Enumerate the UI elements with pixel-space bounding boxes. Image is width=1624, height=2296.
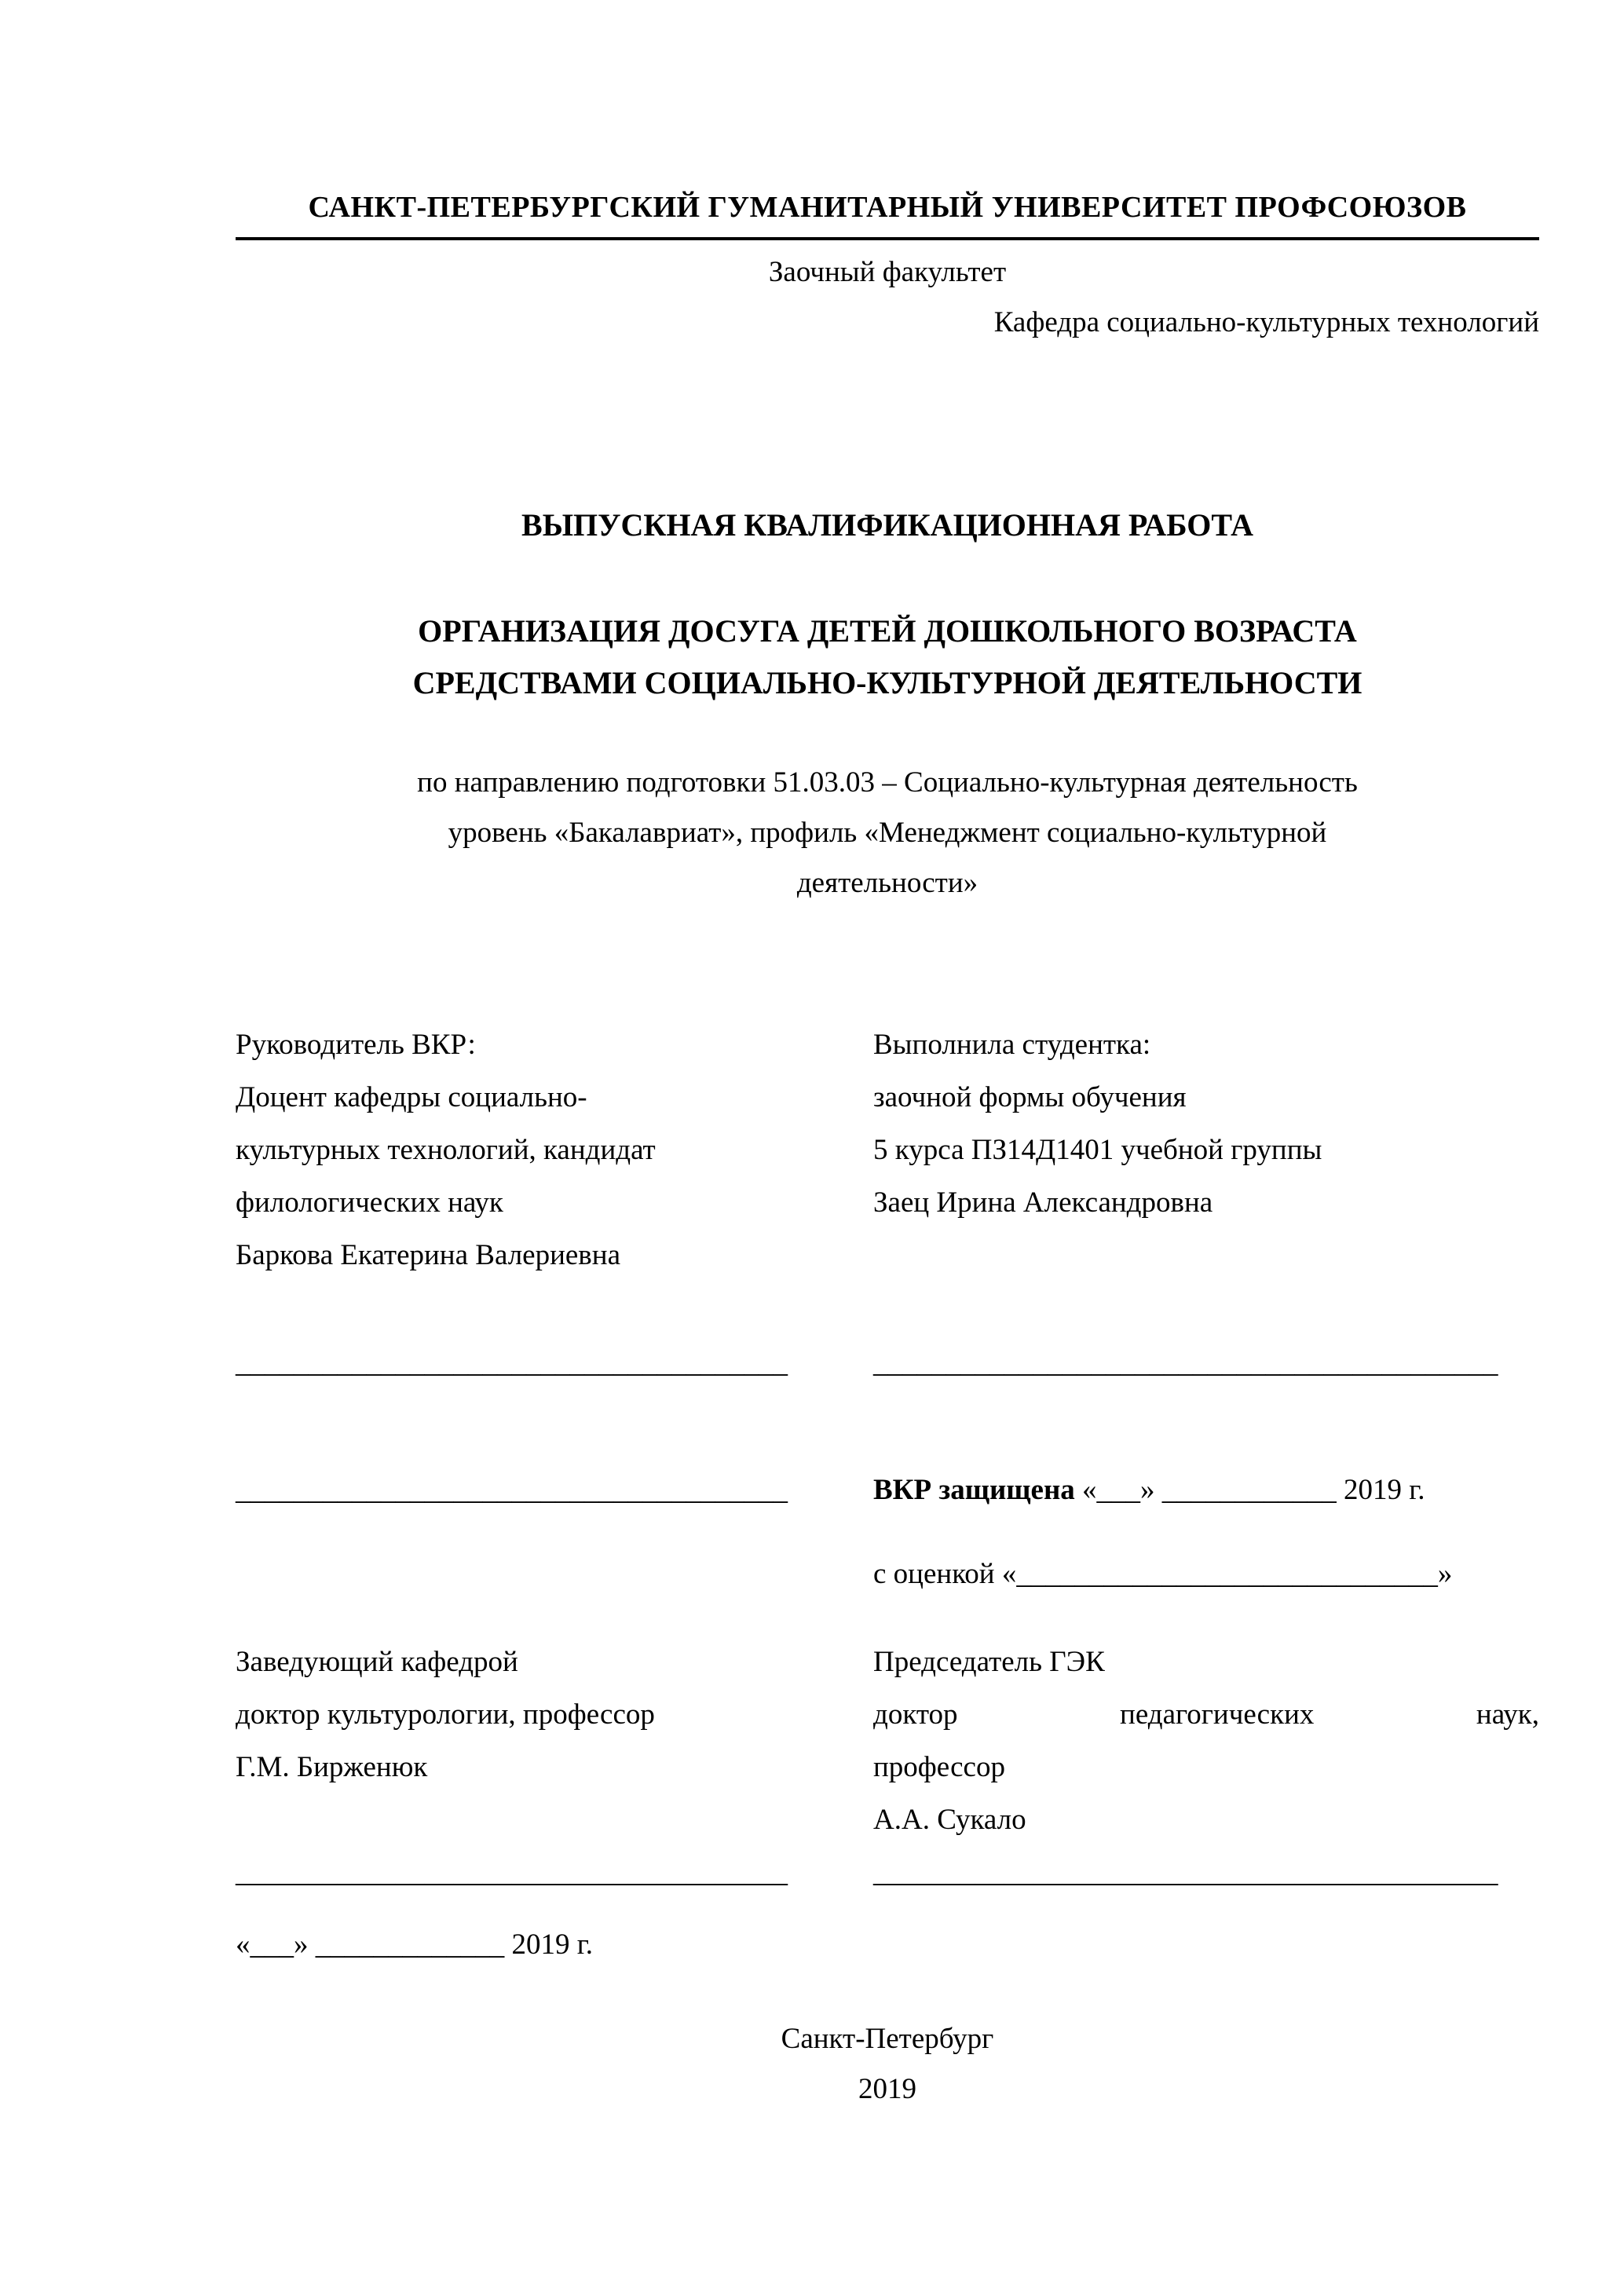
department-line: Кафедра социально-культурных технологий (993, 306, 1539, 338)
program-line-2: уровень «Бакалавриат», профиль «Менеджмент социально-культурной (448, 817, 1327, 849)
signature-row-1 (236, 1336, 1539, 1389)
supervisor-position-line: филологических наук (236, 1186, 503, 1219)
signature-row-2 (236, 1846, 1539, 1899)
page-content (236, 188, 1539, 2115)
thesis-title (236, 605, 1539, 709)
supervisor-column (236, 1018, 832, 1281)
faculty-line: Заочный факультет (768, 256, 1007, 288)
grade-row (236, 1548, 1539, 1600)
chairman-degree-word: наук, (1476, 1698, 1539, 1731)
year-line: 2019 (858, 2073, 916, 2105)
student-study-form: заочной формы обучения (873, 1081, 1187, 1113)
chairman-name: А.А. Сукало (873, 1804, 1026, 1836)
chairman-degree-line (873, 1688, 1539, 1741)
chairman-title: Председатель ГЭК (873, 1646, 1105, 1678)
defense-row (236, 1464, 1539, 1516)
chairman-rank: профессор (873, 1751, 1005, 1783)
city-year-block (236, 2014, 1539, 2115)
grade-blank-line: с оценкой «_____________________________» (873, 1558, 1453, 1590)
left-signature-line: ______________________________________ (236, 1474, 788, 1506)
supervisor-position-line: культурных технологий, кандидат (236, 1134, 656, 1166)
student-name: Заец Ирина Александровна (873, 1186, 1213, 1219)
student-signature-line: ___________________________________________ (873, 1347, 1498, 1379)
defense-date-line (873, 1464, 1539, 1516)
city-line: Санкт-Петербург (781, 2023, 994, 2055)
date-blank-line: «___» _____________ 2019 г. (236, 1929, 594, 1961)
chairman-degree-word: доктор (873, 1698, 958, 1731)
head-of-department-title: Заведующий кафедрой (236, 1646, 518, 1678)
supervisor-role-label: Руководитель ВКР: (236, 1029, 476, 1061)
chairman-column (873, 1636, 1539, 1846)
student-role-label: Выполнила студентка: (873, 1029, 1151, 1061)
university-header: САНКТ-ПЕТЕРБУРГСКИЙ ГУМАНИТАРНЫЙ УНИВЕРСИТЕТ ПРОФСОЮЗОВ (236, 188, 1539, 240)
supervisor-student-block (236, 1018, 1539, 1281)
student-group: 5 курса ПЗ14Д1401 учебной группы (873, 1134, 1322, 1166)
grade-row-spacer (236, 1548, 832, 1600)
head-of-department-degree: доктор культурологии, профессор (236, 1698, 655, 1731)
chairman-signature-line: ___________________________________________ (873, 1856, 1498, 1888)
student-column (873, 1018, 1539, 1281)
thesis-title-line-1: ОРГАНИЗАЦИЯ ДОСУГА ДЕТЕЙ ДОШКОЛЬНОГО ВОЗРАСТА (418, 613, 1357, 649)
defense-label: ВКР защищена (873, 1474, 1075, 1506)
program-line-3: деятельности» (796, 867, 978, 899)
head-of-department-column (236, 1636, 832, 1846)
work-type-heading: ВЫПУСКНАЯ КВАЛИФИКАЦИОННАЯ РАБОТА (521, 507, 1253, 543)
officials-block (236, 1636, 1539, 1846)
defense-date-blank: «___» ____________ 2019 г. (1082, 1474, 1425, 1506)
head-of-department-signature-line: ______________________________________ (236, 1856, 788, 1888)
thesis-title-line-2: СРЕДСТВАМИ СОЦИАЛЬНО-КУЛЬТУРНОЙ ДЕЯТЕЛЬНОСТИ (412, 665, 1362, 700)
program-info (236, 758, 1539, 909)
program-line-1: по направлению подготовки 51.03.03 – Социально-культурная деятельность (417, 766, 1358, 799)
supervisor-position-line: Доцент кафедры социально- (236, 1081, 587, 1113)
supervisor-signature-line: ______________________________________ (236, 1347, 788, 1379)
supervisor-name: Баркова Екатерина Валериевна (236, 1239, 620, 1271)
head-of-department-name: Г.М. Бирженюк (236, 1751, 428, 1783)
chairman-degree-word: педагогических (1120, 1698, 1315, 1731)
